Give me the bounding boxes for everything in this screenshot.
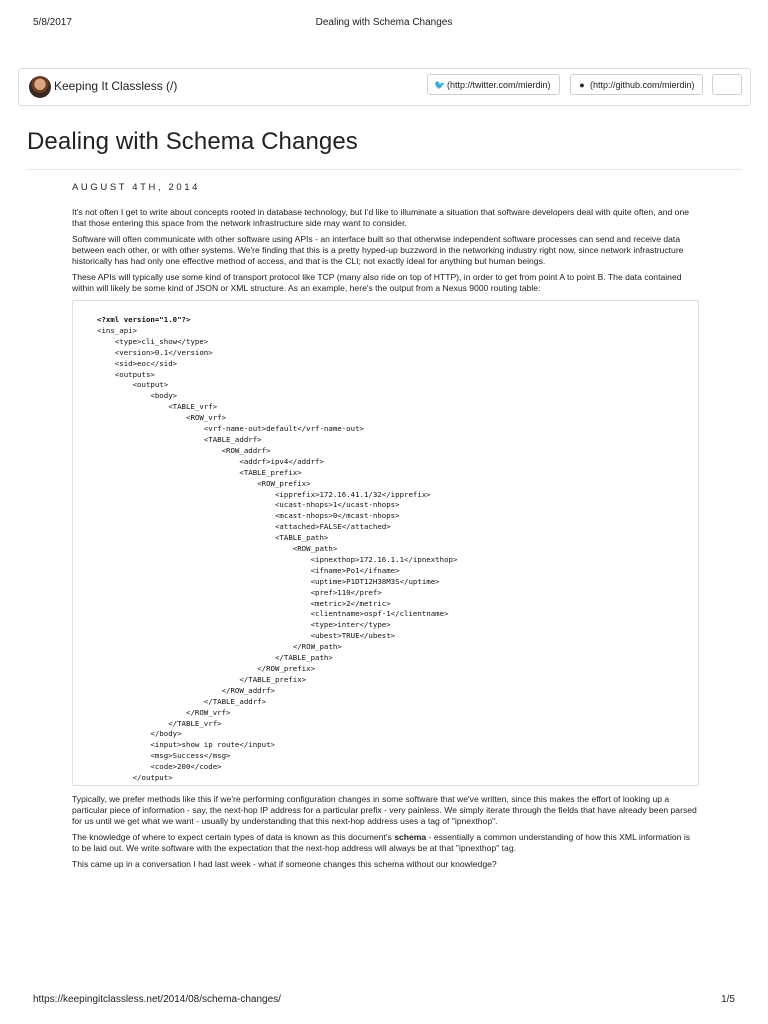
post-content: [72, 207, 699, 875]
schema-paragraph: The knowledge of where to expect certain types of data is known as this document's schema - essentially a common understanding of how this XML information is to be laid out. We write software with the expectation that the next-hop address will always be at that "ipnexthop" tag.: [72, 832, 691, 853]
print-page-title: Dealing with Schema Changes: [315, 17, 453, 28]
twitter-button[interactable]: [427, 74, 560, 95]
print-url: https://keepingitclassless.net/2014/08/schema-changes/: [33, 994, 281, 1005]
typical-usage-paragraph: Typically, we prefer methods like this if we're performing configuration changes in some software that we've written, since this makes the effort of looking up a particular piece of information - say, the next-hop IP address for a particular prefix - very painless. We simply iterate through the fields that have already been parsed for us until we get what we want - usually by understanding that this next-hop address uses a tag of "ipnexthop".: [72, 794, 697, 826]
post-title: Dealing with Schema Changes: [27, 128, 358, 155]
print-header: [0, 17, 768, 31]
github-button-label: (http://github.com/mierdin): [590, 80, 695, 90]
schema-term: schema: [394, 832, 427, 842]
intro-paragraph: It's not often I get to write about concepts rooted in database technology, but I'd like to illuminate a situation that software developers deal with quite often, and one that those entering this space from the network infrastructure side may want to consider.: [72, 207, 690, 228]
xml-code: [97, 315, 698, 786]
github-button[interactable]: [570, 74, 703, 95]
closing-paragraph: This came up in a conversation I had last week - what if someone changes this schema without our knowledge?: [72, 859, 497, 869]
print-date: 5/8/2017: [33, 17, 72, 28]
twitter-button-label: (http://twitter.com/mierdin): [447, 80, 551, 90]
xml-body: <ins_api> <type>cli_show</type> <version>0.1</version> <sid>eoc</sid> <outputs> <output> <body> <TABLE_vrf> <ROW_vrf> <vrf-name-out>default</vrf-name-out> <TABLE_addrf> <ROW_addrf> <addrf>ipv4</addrf> <TABLE_prefix> <ROW_prefix> <ipprefix>172.16.41.1/32</ipprefix> <ucast-nhops>1</ucast-nhops> <mcast-nhops>0</mcast-nhops> <attached>FALSE</attached> <TABLE_path> <ROW_path> <ipnexthop>172.16.1.1</ipnexthop> <ifname>Po1</ifname> <uptime>P1DT12H38M3S</uptime> <pref>110</pref> <metric>2</metric> <clientname>ospf-1</clientname> <type>inter</type> <ubest>TRUE</ubest> </ROW_path> </TABLE_path> </ROW_prefix> </TABLE_prefix> </ROW_addrf> </TABLE_addrf> </ROW_vrf> </TABLE_vrf> </body> <input>show ip route</input> <msg>Success</msg> <code>200</code> </output>: [97, 325, 458, 783]
menu-button[interactable]: [712, 74, 742, 95]
twitter-icon: 🐦: [434, 80, 446, 90]
site-navbar: [18, 68, 751, 106]
xml-declaration: <?xml version="1.0"?>: [97, 315, 191, 324]
post-date: AUGUST 4TH, 2014: [72, 182, 201, 193]
xml-code-block: [72, 300, 699, 786]
avatar[interactable]: [29, 76, 51, 98]
github-icon: ●: [579, 80, 585, 90]
page-number: 1/5: [721, 994, 735, 1005]
api-paragraph: Software will often communicate with other software using APIs - an interface built so that otherwise independent software processes can send and receive data between each other, or with other systems. We're finding that this is a pretty hyped-up buzzword in the networking industry right now, since network infrastructure historically has had only one effective method of access, and that is the CLI; not exactly ideal for anything but human beings.: [72, 234, 684, 266]
transport-paragraph: These APIs will typically use some kind of transport protocol like TCP (many also ride on top of HTTP), in order to get from point A to point B. The data contained within will likely be some kind of JSON or XML structure. As an example, here's the output from a Nexus 9000 routing table:: [72, 272, 682, 293]
title-divider: [27, 169, 742, 170]
site-brand-link[interactable]: Keeping It Classless (/): [54, 79, 178, 93]
